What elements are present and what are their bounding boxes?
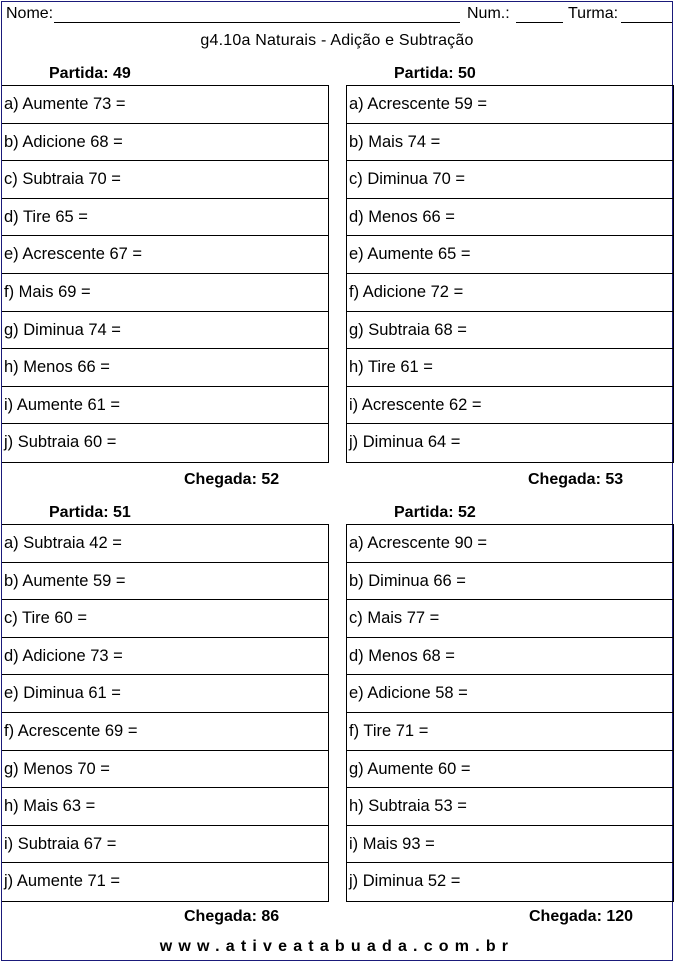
exercise-row[interactable]: i) Aumente 61 = — [2, 387, 328, 425]
num-blank[interactable] — [516, 22, 563, 23]
exercise-list — [2, 524, 329, 902]
exercise-row[interactable]: f) Acrescente 69 = — [2, 713, 328, 751]
exercise-row[interactable]: d) Menos 68 = — [347, 638, 673, 676]
end-value: Chegada: 86 — [184, 908, 280, 925]
class-blank[interactable] — [621, 22, 672, 23]
exercise-row[interactable]: h) Tire 61 = — [347, 349, 673, 387]
exercise-row[interactable]: e) Diminua 61 = — [2, 675, 328, 713]
exercise-row[interactable]: e) Adicione 58 = — [347, 675, 673, 713]
exercise-row[interactable]: d) Menos 66 = — [347, 199, 673, 237]
exercise-row[interactable]: b) Mais 74 = — [347, 124, 673, 162]
exercise-row[interactable]: b) Adicione 68 = — [2, 124, 328, 162]
num-label: Num.: — [467, 5, 510, 22]
end-value: Chegada: 52 — [184, 471, 280, 488]
header-line — [2, 2, 672, 26]
exercise-row[interactable]: a) Subtraia 42 = — [2, 525, 328, 563]
exercise-row[interactable]: h) Subtraia 53 = — [347, 788, 673, 826]
start-value: Partida: 51 — [49, 504, 131, 521]
start-value: Partida: 49 — [49, 65, 131, 82]
exercise-row[interactable]: c) Diminua 70 = — [347, 161, 673, 199]
exercise-row[interactable]: d) Tire 65 = — [2, 199, 328, 237]
name-blank[interactable] — [54, 22, 460, 23]
exercise-row[interactable]: h) Mais 63 = — [2, 788, 328, 826]
exercise-row[interactable]: i) Acrescente 62 = — [347, 387, 673, 425]
exercise-row[interactable]: e) Aumente 65 = — [347, 236, 673, 274]
worksheet-page — [1, 1, 673, 961]
end-value: Chegada: 120 — [529, 908, 634, 925]
start-value: Partida: 52 — [394, 504, 476, 521]
exercise-row[interactable]: f) Mais 69 = — [2, 274, 328, 312]
exercise-row[interactable]: b) Aumente 59 = — [2, 563, 328, 601]
exercise-row[interactable]: a) Acrescente 90 = — [347, 525, 673, 563]
end-value: Chegada: 53 — [528, 471, 624, 488]
name-label: Nome: — [6, 5, 54, 22]
page-title: g4.10a Naturais - Adição e Subtração — [200, 32, 474, 49]
exercise-row[interactable]: g) Menos 70 = — [2, 751, 328, 789]
start-value: Partida: 50 — [394, 65, 476, 82]
exercise-row[interactable]: g) Diminua 74 = — [2, 312, 328, 350]
exercise-row[interactable]: c) Mais 77 = — [347, 600, 673, 638]
exercise-row[interactable]: j) Aumente 71 = — [4, 872, 121, 891]
exercise-row[interactable]: j) Diminua 64 = — [349, 433, 461, 452]
exercise-row[interactable]: a) Aumente 73 = — [2, 86, 328, 124]
exercise-row[interactable]: b) Diminua 66 = — [347, 563, 673, 601]
exercise-row[interactable]: e) Acrescente 67 = — [2, 236, 328, 274]
exercise-row[interactable]: c) Tire 60 = — [2, 600, 328, 638]
exercise-list — [346, 85, 674, 463]
exercise-row[interactable]: g) Aumente 60 = — [347, 751, 673, 789]
exercise-row[interactable]: i) Subtraia 67 = — [2, 826, 328, 864]
exercise-row[interactable]: j) Subtraia 60 = — [4, 433, 117, 452]
exercise-row[interactable]: j) Diminua 52 = — [349, 872, 461, 891]
exercise-row[interactable]: f) Tire 71 = — [347, 713, 673, 751]
exercise-row[interactable]: c) Subtraia 70 = — [2, 161, 328, 199]
exercise-row[interactable]: a) Acrescente 59 = — [347, 86, 673, 124]
class-label: Turma: — [568, 5, 619, 22]
exercise-row[interactable]: f) Adicione 72 = — [347, 274, 673, 312]
website-footer: www.ativeatabuada.com.br — [159, 938, 515, 955]
exercise-list — [346, 524, 674, 902]
exercise-list — [2, 85, 329, 463]
exercise-row[interactable]: g) Subtraia 68 = — [347, 312, 673, 350]
exercise-row[interactable]: h) Menos 66 = — [2, 349, 328, 387]
exercise-row[interactable]: i) Mais 93 = — [347, 826, 673, 864]
exercise-row[interactable]: d) Adicione 73 = — [2, 638, 328, 676]
